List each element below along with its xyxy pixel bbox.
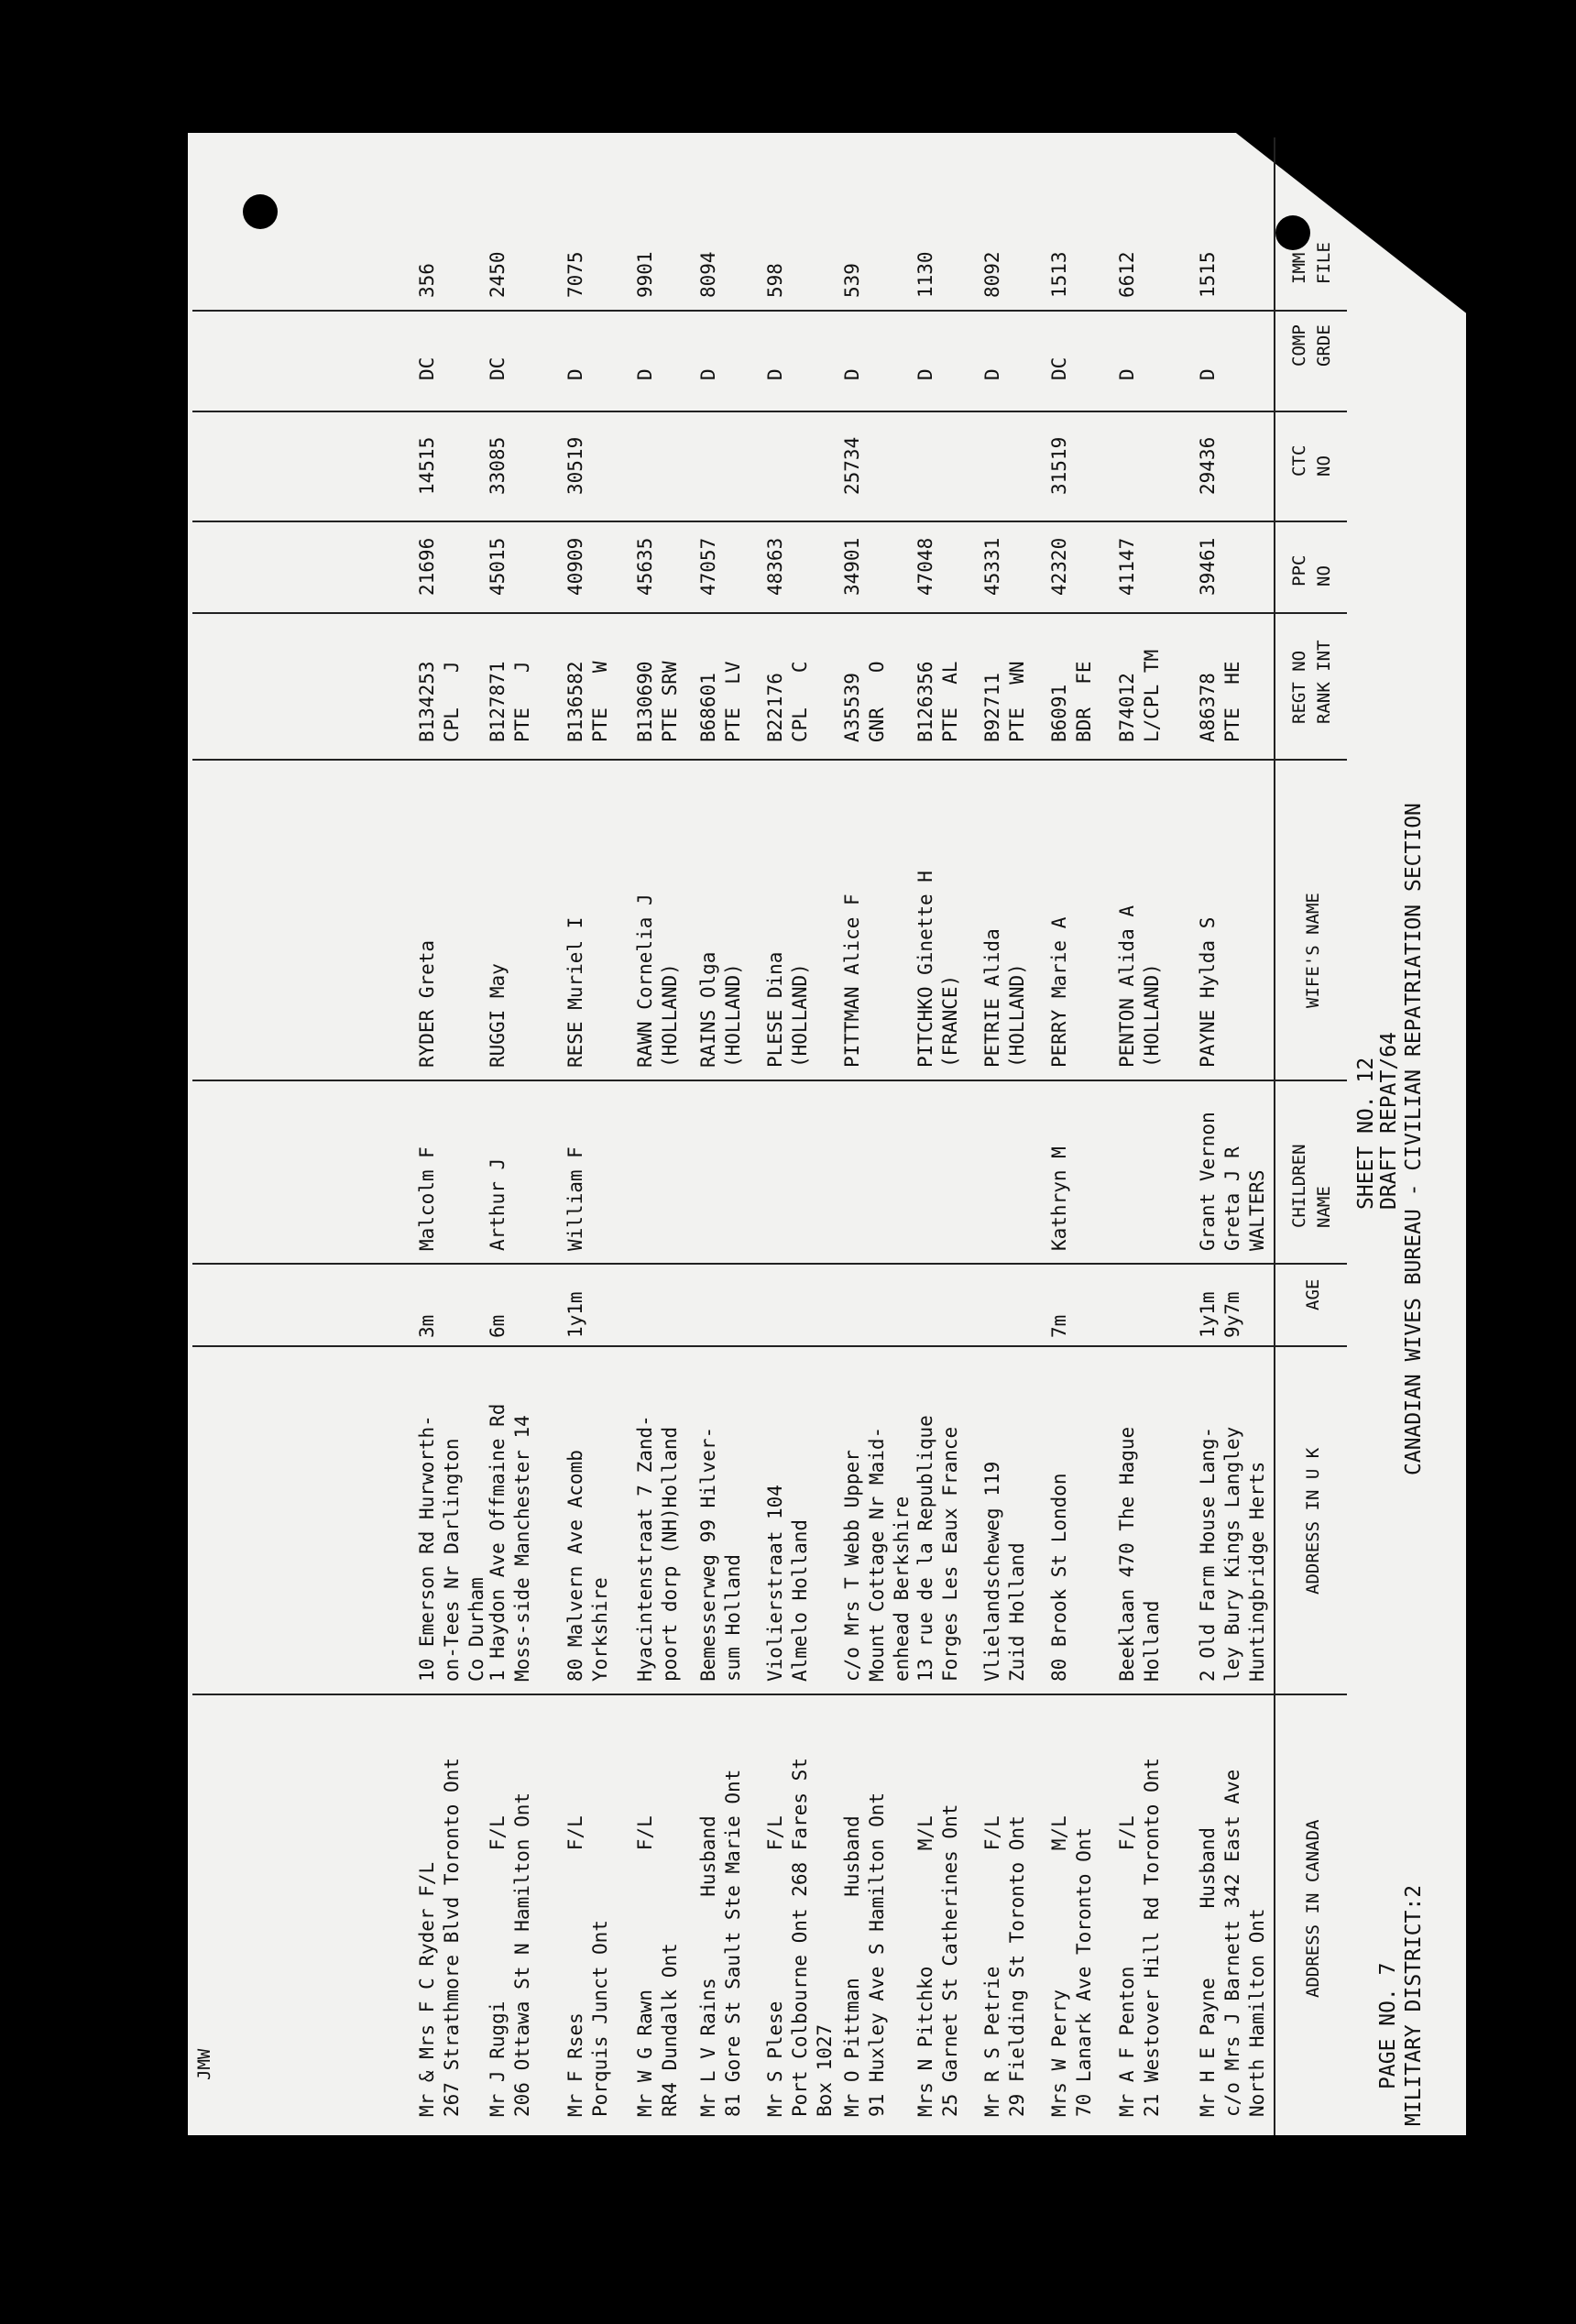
rotated-sheet (192, 137, 1466, 2135)
cell-age: 1y1m 9y7m (1197, 1291, 1243, 1338)
cell-canada: Mr H E Payne Husband c/o Mrs J Barnett 342 East Ave North Hamilton Ont (1197, 1769, 1268, 2117)
cell-ppc: 45015 (487, 537, 509, 596)
cell-ppc: 47048 (914, 537, 936, 596)
cell-file: 7075 (564, 251, 586, 298)
cell-wife: RAWN Cornelia J (HOLLAND) (634, 893, 681, 1068)
col-header-regt: REGT NO RANK INT (1289, 640, 1334, 724)
cell-regt: B92711 PTE WN (981, 661, 1028, 742)
cell-file: 1513 (1048, 251, 1070, 298)
cell-ppc: 45635 (634, 537, 656, 596)
cell-children: Arthur J (487, 1157, 509, 1251)
col-header-address-uk: ADDRESS IN U K (1303, 1447, 1323, 1595)
cell-file: 9901 (634, 251, 656, 298)
cell-comp: D (1116, 368, 1138, 380)
cell-uk: Violierstraat 104 Almelo Holland (764, 1485, 811, 1682)
cell-file: 356 (416, 263, 438, 298)
cell-ppc: 39461 (1197, 537, 1219, 596)
cell-wife: PITCHKO Ginette H (FRANCE) (914, 871, 961, 1068)
col-header-wife: WIFE'S NAME (1303, 893, 1323, 1008)
cell-file: 8094 (697, 251, 719, 298)
cell-file: 1130 (914, 251, 936, 298)
cell-wife: PITTMAN Alice F (841, 893, 863, 1068)
cell-ppc: 42320 (1048, 537, 1070, 596)
cell-canada: Mr R S Petrie F/L 29 Fielding St Toronto Ont (981, 1815, 1028, 2117)
cell-uk: 80 Brook St London (1048, 1473, 1070, 1682)
cell-canada: Mr W G Rawn F/L RR4 Dundalk Ont (634, 1815, 681, 2117)
column-divider (192, 310, 1347, 312)
cell-canada: Mr L V Rains Husband 81 Gore St Sault Ste Marie Ont (697, 1769, 744, 2117)
col-header-file: IMM FILE (1289, 242, 1334, 284)
cell-regt: B134253 CPL J (416, 661, 463, 742)
cell-regt: A35539 GNR O (841, 661, 888, 742)
cell-file: 2450 (487, 251, 509, 298)
cell-comp: D (697, 368, 719, 380)
cell-age: 3m (416, 1314, 438, 1338)
cell-uk: Vlielandscheweg 119 Zuid Holland (981, 1461, 1028, 1682)
cell-canada: Mr A F Penton F/L 21 Westover Hill Rd Toronto Ont (1116, 1758, 1163, 2117)
cell-ppc: 40909 (564, 537, 586, 596)
document-title: CANADIAN WIVES BUREAU - CIVILIAN REPATRIATION SECTION (1402, 803, 1426, 1475)
cell-canada: Mr J Ruggi F/L 206 Ottawa St N Hamilton Ont (487, 1792, 533, 2117)
cell-uk: 2 Old Farm House Lang- ley Bury Kings Langley Huntingbridge Herts (1197, 1426, 1268, 1682)
column-divider (192, 1263, 1347, 1265)
cell-ctc: 31519 (1048, 436, 1070, 495)
sheet-number: SHEET NO. 12 (1354, 1057, 1378, 1210)
col-header-ctc: CTC NO (1289, 444, 1334, 477)
cell-children: Grant Vernon Greta J R WALTERS (1197, 1112, 1268, 1251)
cell-ppc: 41147 (1116, 537, 1138, 596)
cell-canada: Mr F Rses F/L Porquis Junct Ont (564, 1815, 611, 2117)
cell-wife: PAYNE Hylda S (1197, 916, 1219, 1068)
cell-uk: 13 rue de la Republique Forges Les Eaux France (914, 1415, 961, 1682)
cell-ppc: 45331 (981, 537, 1003, 596)
header-rule (1274, 137, 1275, 2135)
cell-comp: D (764, 368, 786, 380)
col-header-children: CHILDREN NAME (1289, 1144, 1334, 1228)
cell-regt: B68601 PTE LV (697, 661, 744, 742)
cell-comp: DC (487, 356, 509, 380)
cell-comp: D (1197, 368, 1219, 380)
cell-uk: 10 Emerson Rd Hurworth- on-Tees Nr Darlington Co Durham (416, 1415, 487, 1682)
cell-canada: Mr S Plese F/L Port Colbourne Ont 268 Fares St Box 1027 (764, 1758, 836, 2117)
column-divider (192, 521, 1347, 522)
cell-file: 8092 (981, 251, 1003, 298)
cell-ppc: 48363 (764, 537, 786, 596)
column-divider (192, 612, 1347, 614)
column-divider (192, 1345, 1347, 1347)
cell-ctc: 33085 (487, 436, 509, 495)
cell-comp: D (841, 368, 863, 380)
cell-age: 6m (487, 1314, 509, 1338)
cell-wife: PLESE Dina (HOLLAND) (764, 951, 811, 1068)
cell-age: 1y1m (564, 1291, 586, 1338)
cell-comp: D (914, 368, 936, 380)
cell-uk: Hyacintenstraat 7 Zand- poort dorp (NH)Holland (634, 1415, 681, 1682)
cell-canada: Mr & Mrs F C Ryder F/L 267 Strathmore Blvd Toronto Ont (416, 1758, 463, 2117)
cell-ppc: 47057 (697, 537, 719, 596)
cell-file: 539 (841, 263, 863, 298)
cell-wife: PERRY Marie A (1048, 916, 1070, 1068)
col-header-ppc: PPC NO (1289, 554, 1334, 586)
cell-comp: DC (416, 356, 438, 380)
cell-comp: D (634, 368, 656, 380)
cell-ctc: 14515 (416, 436, 438, 495)
cell-children: Malcolm F (416, 1146, 438, 1251)
cell-ppc: 34901 (841, 537, 863, 596)
cell-wife: RYDER Greta (416, 939, 438, 1068)
cell-comp: D (981, 368, 1003, 380)
cell-wife: RESE Muriel I (564, 916, 586, 1068)
cell-regt: B130690 PTE SRW (634, 661, 681, 742)
cell-canada: Mrs W Perry M/L 70 Lanark Ave Toronto Ont (1048, 1815, 1095, 2117)
cell-children: William F (564, 1146, 586, 1251)
cell-uk: Bemesserweg 99 Hilver- sum Holland (697, 1426, 744, 1682)
cell-regt: B74012 L/CPL TM (1116, 649, 1163, 742)
draft-number: DRAFT REPAT/64 (1377, 1032, 1401, 1210)
cell-children: Kathryn M (1048, 1146, 1070, 1251)
military-district: MILITARY DISTRICT:2 (1402, 1884, 1426, 2126)
cell-uk: c/o Mrs T Webb Upper Mount Cottage Nr Maid- enhead Berkshire (841, 1426, 913, 1682)
cell-wife: RUGGI May (487, 963, 509, 1068)
cell-wife: PENTON Alida A (HOLLAND) (1116, 904, 1163, 1068)
col-header-comp: COMP GRDE (1289, 324, 1334, 367)
cell-regt: B22176 CPL C (764, 661, 811, 742)
cell-file: 6612 (1116, 251, 1138, 298)
cell-ctc: 29436 (1197, 436, 1219, 495)
cell-regt: A86378 PTE HE (1197, 661, 1243, 742)
column-divider (192, 1080, 1347, 1081)
cell-regt: B6091 BDR FE (1048, 661, 1095, 742)
column-divider (192, 759, 1347, 761)
cell-uk: Beeklaan 470 The Hague Holland (1116, 1426, 1163, 1682)
cell-comp: DC (1048, 356, 1070, 380)
cell-canada: Mr O Pittman Husband 91 Huxley Ave S Hamilton Ont (841, 1792, 888, 2117)
cell-comp: D (564, 368, 586, 380)
col-header-address-canada: ADDRESS IN CANADA (1303, 1819, 1323, 1998)
cell-age: 7m (1048, 1314, 1070, 1338)
cell-wife: PETRIE Alida (HOLLAND) (981, 928, 1028, 1068)
cell-uk: 1 Haydon Ave Offmaine Rd Moss-side Manchester 14 (487, 1403, 533, 1682)
cell-regt: B136582 PTE W (564, 661, 611, 742)
clerk-initials: JMW (194, 2048, 214, 2080)
page-number: PAGE NO. 7 (1376, 1962, 1400, 2089)
cell-file: 598 (764, 263, 786, 298)
cell-regt: B127871 PTE J (487, 661, 533, 742)
column-divider (192, 411, 1347, 412)
cell-canada: Mrs N Pitchko M/L 25 Garnet St Catherines Ont (914, 1803, 961, 2117)
cell-ctc: 25734 (841, 436, 863, 495)
col-header-age: AGE (1303, 1278, 1323, 1310)
cell-wife: RAINS Olga (HOLLAND) (697, 951, 744, 1068)
cell-file: 1515 (1197, 251, 1219, 298)
cell-regt: B126356 PTE AL (914, 661, 961, 742)
cell-uk: 80 Malvern Ave Acomb Yorkshire (564, 1450, 611, 1682)
cell-ppc: 21696 (416, 537, 438, 596)
column-divider (192, 1694, 1347, 1695)
cell-ctc: 30519 (564, 436, 586, 495)
